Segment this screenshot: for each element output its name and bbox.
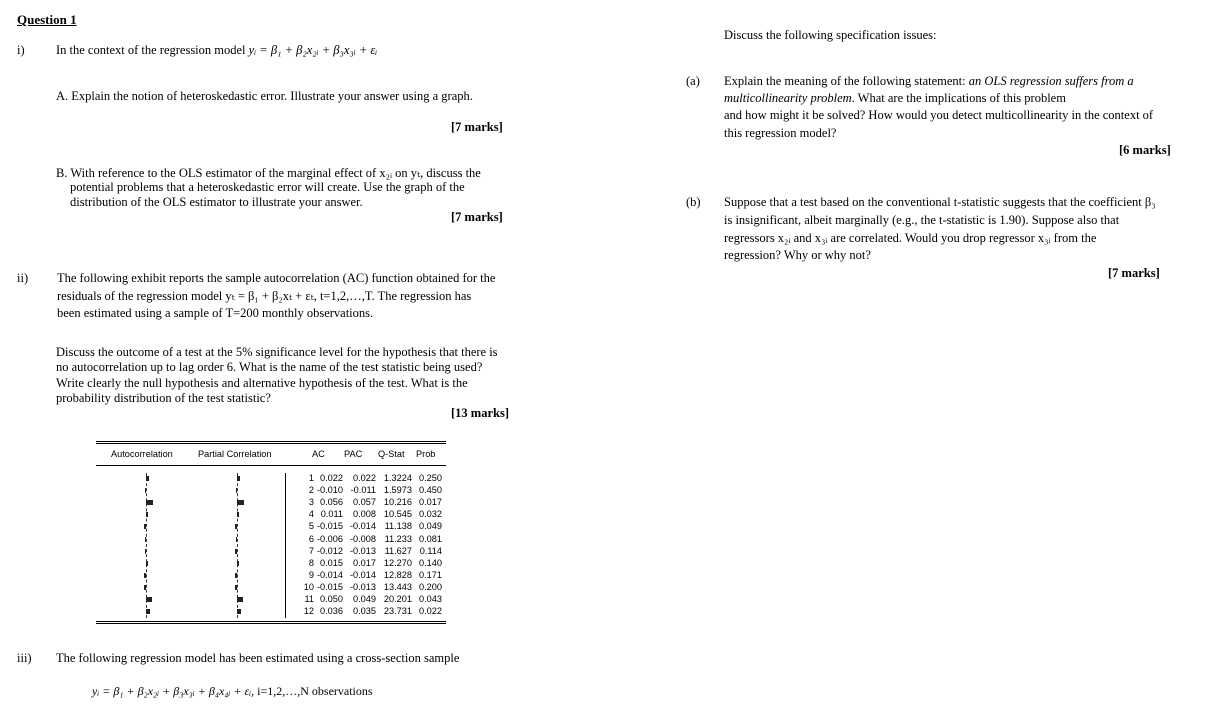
ac-bar xyxy=(146,561,148,566)
part-ii-marks: [13 marks] xyxy=(451,406,509,420)
header-autocorrelation: Autocorrelation xyxy=(111,449,173,459)
prob-value: 0.171 xyxy=(419,569,442,580)
item-a-line1-italic: an OLS regression suffers from a xyxy=(968,74,1134,88)
pac-value: 0.017 xyxy=(353,557,376,568)
pac-bar xyxy=(236,488,238,493)
prob-value: 0.200 xyxy=(419,581,442,592)
pac-value: -0.014 xyxy=(349,569,376,580)
part-ii-label: ii) xyxy=(17,271,29,285)
item-a-line1 xyxy=(724,74,1134,89)
item-b-line2: is insignificant, albeit marginally (e.g., the t-statistic is 1.90). Suppose also that xyxy=(724,213,1120,227)
pac-bar xyxy=(235,549,237,554)
part-ii-q-line4: probability distribution of the test statistic? xyxy=(56,391,271,405)
pac-bar xyxy=(235,573,237,578)
lag: 5 xyxy=(308,521,314,532)
lag: 7 xyxy=(308,545,314,556)
part-i-intro xyxy=(56,43,377,58)
part-i-b-line1: B. With reference to the OLS estimator of the marginal effect of x₂ᵢ on yₜ, discuss the xyxy=(56,166,481,180)
pac-value: 0.008 xyxy=(353,509,376,520)
lag: 6 xyxy=(308,533,314,544)
ac-value: 0.015 xyxy=(320,557,343,568)
ac-value: -0.010 xyxy=(316,485,343,496)
top-rule xyxy=(96,441,446,442)
part-ii-q-line3: Write clearly the null hypothesis and alternative hypothesis of the test. What is the xyxy=(56,376,468,390)
item-a-line1-pre: Explain the meaning of the following statement: xyxy=(724,74,969,88)
part-iii-model-tail: i=1,2,…,N observations xyxy=(254,684,373,698)
part-ii-line1: The following exhibit reports the sample autocorrelation (AC) function obtained for the xyxy=(57,271,496,285)
ac-bar xyxy=(144,585,146,590)
lag: 8 xyxy=(308,557,314,568)
part-ii-line3: been estimated using a sample of T=200 monthly observations. xyxy=(57,306,374,320)
pac-bar xyxy=(237,512,239,517)
item-a-line4: this regression model? xyxy=(724,126,837,140)
header-ac: AC xyxy=(312,449,325,459)
correlogram-table xyxy=(96,440,446,625)
top-rule-2 xyxy=(96,443,446,444)
part-i-model: yᵢ = β₁ + β₂x₂ᵢ + β₃x₃ᵢ + εᵢ xyxy=(248,43,378,57)
item-a-label: (a) xyxy=(686,74,700,88)
qstat-value: 1.3224 xyxy=(383,473,412,483)
header-pac: PAC xyxy=(344,449,363,459)
lag: 4 xyxy=(308,509,314,520)
pac-value: -0.008 xyxy=(349,533,376,544)
bottom-rule-2 xyxy=(96,623,446,624)
lag: 2 xyxy=(308,485,314,496)
part-i-b-line2: potential problems that a heteroskedastic error will create. Use the graph of the xyxy=(70,180,465,194)
header-rule xyxy=(96,465,446,466)
prob-value: 0.022 xyxy=(419,606,442,617)
part-iii-model-line xyxy=(92,684,373,699)
prob-value: 0.043 xyxy=(419,594,442,604)
pac-value: 0.049 xyxy=(353,594,376,604)
part-i-a-text: A. Explain the notion of heteroskedastic error. Illustrate your answer using a graph. xyxy=(56,89,473,103)
item-a-line2 xyxy=(724,91,1066,106)
bottom-rule xyxy=(96,621,446,622)
ac-bar xyxy=(145,537,147,542)
ac-value: 0.036 xyxy=(320,606,343,617)
ac-bar xyxy=(146,597,152,602)
qstat-value: 20.201 xyxy=(383,594,412,604)
qstat-value: 12.828 xyxy=(383,569,412,580)
ac-bar xyxy=(146,500,153,505)
item-a-line3: and how might it be solved? How would you detect multicollinearity in the context of xyxy=(724,108,1154,122)
item-b-line4: regression? Why or why not? xyxy=(724,248,871,262)
part-iii-label: iii) xyxy=(17,651,32,665)
lag: 10 xyxy=(303,581,314,592)
part-i-b-line3: distribution of the OLS estimator to illustrate your answer. xyxy=(70,195,363,209)
qstat-value: 10.216 xyxy=(383,497,412,508)
ac-value: -0.015 xyxy=(316,521,343,532)
pac-value: 0.022 xyxy=(353,473,376,483)
part-ii-q-line2: no autocorrelation up to lag order 6. What is the name of the test statistic being used? xyxy=(56,360,483,374)
qstat-value: 1.5973 xyxy=(383,485,412,496)
ac-value: 0.011 xyxy=(320,509,343,520)
pac-value: -0.013 xyxy=(349,545,376,556)
ac-bar xyxy=(146,476,149,481)
item-b-label: (b) xyxy=(686,195,701,209)
prob-value: 0.114 xyxy=(419,545,442,556)
prob-value: 0.032 xyxy=(419,509,442,520)
lag: 1 xyxy=(308,473,314,483)
part-i-a-marks: [7 marks] xyxy=(451,120,503,134)
pac-value: 0.035 xyxy=(353,606,376,617)
item-a-marks: [6 marks] xyxy=(1119,143,1171,157)
right-heading: Discuss the following specification issues: xyxy=(724,28,937,42)
lag: 12 xyxy=(303,606,314,617)
ac-value: 0.050 xyxy=(320,594,343,604)
ac-value: 0.056 xyxy=(320,497,343,508)
pac-bar xyxy=(237,561,239,566)
pac-bar xyxy=(237,500,244,505)
item-a-line2-rest: . What are the implications of this problem xyxy=(851,91,1066,105)
ac-bar xyxy=(144,573,146,578)
part-iii-line1: The following regression model has been estimated using a cross-section sample xyxy=(56,651,460,665)
prob-value: 0.140 xyxy=(419,557,442,568)
part-ii-line2: residuals of the regression model yₜ = β₁ + β₂xₜ + εₜ, t=1,2,…,T. The regression has xyxy=(57,289,472,303)
ac-value: -0.015 xyxy=(316,581,343,592)
qstat-value: 23.731 xyxy=(383,606,412,617)
pac-bar xyxy=(236,537,238,542)
qstat-value: 11.233 xyxy=(384,533,412,544)
ac-bar xyxy=(145,549,147,554)
item-b-line3: regressors x₂ᵢ and x₃ᵢ are correlated. Would you drop regressor x₃ᵢ from the xyxy=(724,231,1097,245)
pac-bar xyxy=(237,609,241,614)
part-i-b-marks: [7 marks] xyxy=(451,210,503,224)
header-partial-correlation: Partial Correlation xyxy=(198,449,272,459)
question-title: Question 1 xyxy=(17,12,77,27)
ac-value: -0.012 xyxy=(316,545,343,556)
ac-bar xyxy=(145,488,147,493)
ac-value: 0.022 xyxy=(320,473,343,483)
item-a-line2-italic: multicollinearity problem xyxy=(724,91,852,105)
part-i-intro-text: In the context of the regression model xyxy=(56,43,246,57)
column-separator xyxy=(285,473,286,618)
qstat-value: 13.443 xyxy=(383,581,412,592)
lag: 9 xyxy=(308,569,314,580)
ac-value: -0.006 xyxy=(316,533,343,544)
lag: 3 xyxy=(308,497,314,508)
pac-bar xyxy=(235,524,237,529)
pac-value: -0.011 xyxy=(350,485,376,496)
prob-value: 0.081 xyxy=(419,533,442,544)
part-ii-q-line1: Discuss the outcome of a test at the 5% significance level for the hypothesis that there is xyxy=(56,345,498,359)
pac-bar xyxy=(237,476,240,481)
pac-value: -0.013 xyxy=(349,581,376,592)
pac-value: 0.057 xyxy=(353,497,376,508)
pac-bar xyxy=(237,597,243,602)
item-b-marks: [7 marks] xyxy=(1108,266,1160,280)
ac-bar xyxy=(146,512,148,517)
qstat-value: 11.627 xyxy=(384,545,412,556)
part-iii-model: yᵢ = β₁ + β₂x₂ᵢ + β₃x₃ᵢ + β₄x₄ᵢ + εᵢ, xyxy=(92,684,255,698)
part-i-label: i) xyxy=(17,43,25,57)
qstat-value: 12.270 xyxy=(383,557,412,568)
prob-value: 0.250 xyxy=(419,473,442,483)
header-prob: Prob xyxy=(416,449,436,459)
pac-value: -0.014 xyxy=(349,521,376,532)
ac-bar xyxy=(146,609,150,614)
qstat-value: 10.545 xyxy=(383,509,412,520)
lag: 11 xyxy=(304,594,314,604)
prob-value: 0.450 xyxy=(419,485,442,496)
ac-value: -0.014 xyxy=(316,569,343,580)
ac-bar xyxy=(144,524,146,529)
qstat-value: 11.138 xyxy=(384,521,412,532)
item-b-line1: Suppose that a test based on the conventional t-statistic suggests that the coefficient β₃ xyxy=(724,195,1156,209)
pac-bar xyxy=(235,585,237,590)
header-qstat: Q-Stat xyxy=(378,449,405,459)
prob-value: 0.049 xyxy=(419,521,442,532)
prob-value: 0.017 xyxy=(419,497,442,508)
